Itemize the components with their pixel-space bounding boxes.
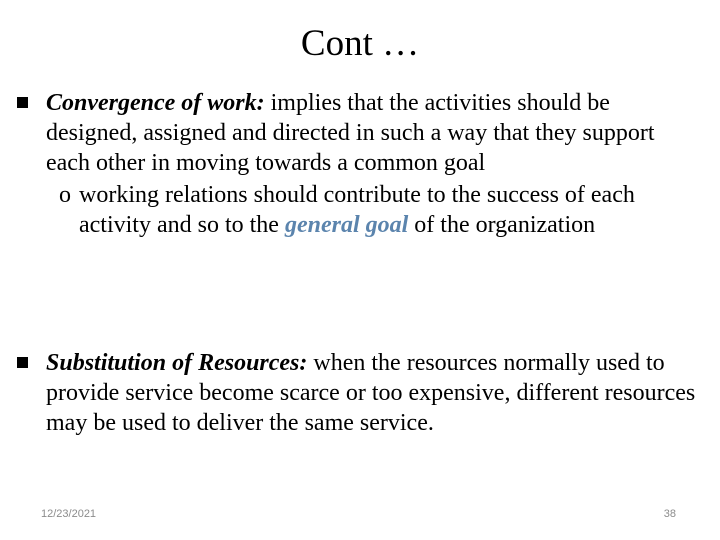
bullet-convergence-of-work xyxy=(17,88,697,240)
bullet-text xyxy=(46,348,697,438)
bullet-term: Convergence of work: xyxy=(46,90,265,116)
square-bullet-icon xyxy=(17,97,28,108)
bullet-substitution-of-resources xyxy=(17,348,697,438)
highlighted-term: general goal xyxy=(284,212,409,238)
slide-title: Cont … xyxy=(300,23,420,64)
sub-bullet-working-relations xyxy=(59,180,699,240)
page-number: 38 xyxy=(663,508,676,520)
footer-date: 12/23/2021 xyxy=(41,508,97,520)
bullet-text xyxy=(46,88,697,178)
circle-bullet-icon: o xyxy=(59,182,71,208)
sub-bullet-text-after: of the organization xyxy=(408,212,596,238)
sub-bullet-text xyxy=(79,180,699,240)
bullet-description: when the resources normally used to provide service become scarce or too expensive, different resources may be used to deliver the same service. xyxy=(46,350,696,436)
bullet-term: Substitution of Resources: xyxy=(46,350,308,376)
bullet-description: implies that the activities should be designed, assigned and directed in such a way that they support each other in moving towards a common goal xyxy=(46,90,655,176)
sub-bullet-text-before: working relations should contribute to the success of each activity and so to the xyxy=(79,182,635,238)
square-bullet-icon xyxy=(17,357,28,368)
